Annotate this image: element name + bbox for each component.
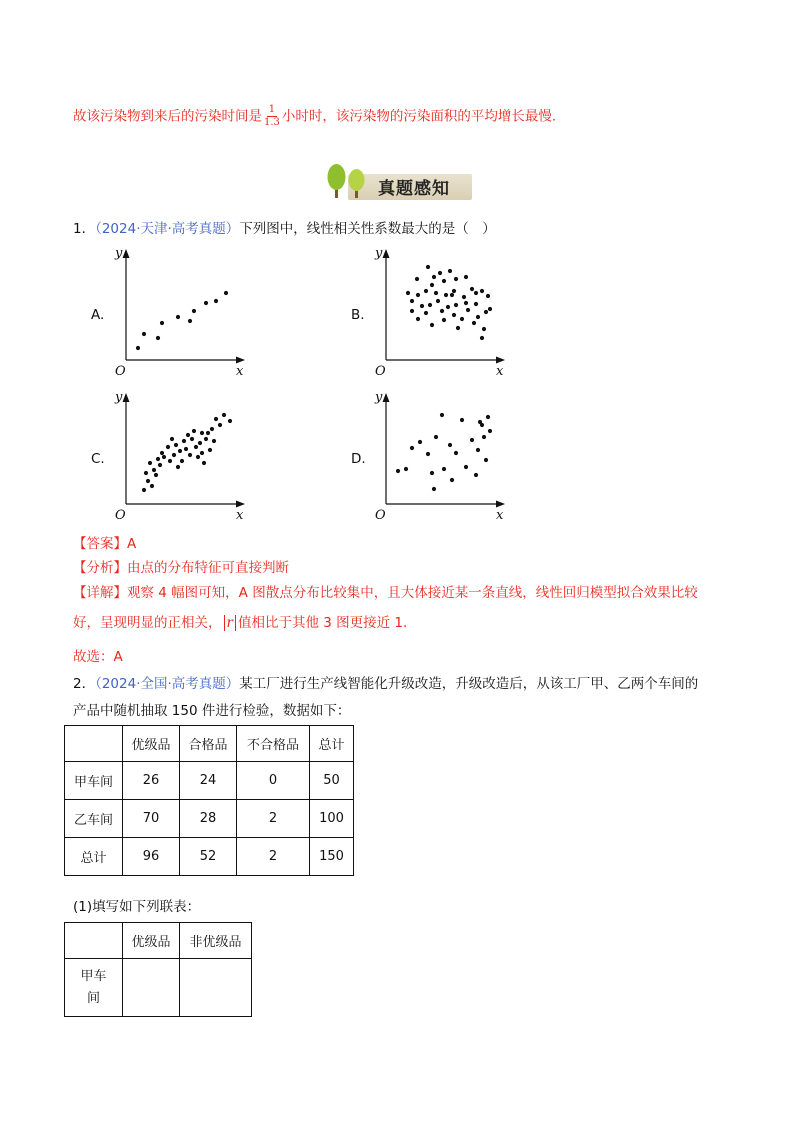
data-point [484, 310, 488, 314]
y-axis-arrow [383, 393, 390, 402]
scatter-plot-a [112, 240, 252, 380]
row-label-line: 甲车 [80, 968, 107, 984]
q1-detail-line1 [73, 583, 698, 603]
q1-detail-line2 [73, 613, 407, 633]
y-axis-label: y [115, 246, 123, 261]
data-point [424, 289, 428, 293]
data-point [442, 467, 446, 471]
answer-value: A [127, 536, 137, 552]
abs-r-symbol: r [224, 615, 236, 631]
x-axis-label: x [236, 364, 244, 379]
data-point [474, 473, 478, 477]
data-point [452, 313, 456, 317]
data-point [142, 332, 146, 336]
x-axis-arrow [496, 357, 505, 364]
table-cell: 52 [180, 838, 237, 876]
data-point [188, 453, 192, 457]
data-point [416, 293, 420, 297]
data-point [456, 326, 460, 330]
data-point [430, 283, 434, 287]
data-point [482, 435, 486, 439]
data-point [214, 417, 218, 421]
data-point [462, 295, 466, 299]
data-point [415, 277, 419, 281]
data-point [156, 336, 160, 340]
data-point [170, 437, 174, 441]
data-point [176, 465, 180, 469]
data-point [410, 309, 414, 313]
origin-label: O [115, 508, 126, 523]
table-cell: 100 [310, 800, 354, 838]
y-axis-arrow [123, 393, 130, 402]
data-point [196, 455, 200, 459]
data-point [218, 423, 222, 427]
table-header-cell [65, 726, 123, 762]
x-axis-arrow [236, 501, 245, 508]
data-point [208, 448, 212, 452]
table-cell: 24 [180, 762, 237, 800]
data-point [184, 447, 188, 451]
data-point [206, 431, 210, 435]
data-point [168, 459, 172, 463]
data-point [404, 467, 408, 471]
intro-after: 小时时，该污染物的污染面积的平均增长最慢. [281, 108, 557, 125]
contingency-table [64, 922, 252, 1017]
data-point [204, 301, 208, 305]
data-point [446, 305, 450, 309]
option-c-label: C. [91, 451, 105, 467]
x-axis-arrow [236, 357, 245, 364]
data-point [418, 440, 422, 444]
table-cell: 96 [123, 838, 180, 876]
table-cell: 2 [237, 800, 310, 838]
data-point [214, 299, 218, 303]
data-point [472, 321, 476, 325]
section-title: 真题感知 [378, 179, 450, 199]
q2-number: 2． [73, 676, 96, 692]
table-cell: 总计 [65, 838, 123, 876]
q2-question-1: 某工厂进行生产线智能化升级改造，升级改造后，从该工厂甲、乙两个车间的 [239, 676, 699, 692]
data-point [440, 413, 444, 417]
table-cell: 26 [123, 762, 180, 800]
detail-text-1: 观察 4 幅图可知，A 图散点分布比较集中，且大体接近某一条直线，线性回归模型拟合效果比较 [127, 585, 698, 601]
data-point [480, 289, 484, 293]
data-point [158, 463, 162, 467]
table-header-cell: 优级品 [123, 726, 180, 762]
table-row [65, 800, 354, 838]
data-point [172, 453, 176, 457]
detail-text-2a: 好，呈现明显的正相关， [73, 615, 222, 631]
data-point [148, 461, 152, 465]
x-axis-label: x [236, 508, 244, 523]
data-point [436, 299, 440, 303]
data-point [416, 317, 420, 321]
data-point [180, 459, 184, 463]
data-point [444, 293, 448, 297]
scatter-plot-b [372, 240, 512, 380]
data-point [454, 303, 458, 307]
data-point [198, 441, 202, 445]
table-header-cell: 非优级品 [180, 923, 252, 959]
data-point [432, 487, 436, 491]
data-point [452, 289, 456, 293]
data-point [146, 479, 150, 483]
data-point [474, 291, 478, 295]
detail-text-2b: 值相比于其他 3 图更接近 1. [237, 615, 408, 631]
tree-icon [322, 160, 372, 202]
data-point [200, 431, 204, 435]
table-cell: 乙车间 [65, 800, 123, 838]
data-point [420, 304, 424, 308]
intro-line [73, 104, 556, 129]
data-point [464, 465, 468, 469]
data-point [460, 418, 464, 422]
data-point [200, 451, 204, 455]
data-point [434, 291, 438, 295]
table-cell: 0 [237, 762, 310, 800]
data-point [156, 457, 160, 461]
data-point [464, 275, 468, 279]
x-axis-arrow [496, 501, 505, 508]
table-row [65, 838, 354, 876]
y-axis-label: y [115, 390, 123, 405]
data-table [64, 725, 354, 876]
data-point [166, 445, 170, 449]
data-point [486, 294, 490, 298]
table-row [65, 762, 354, 800]
data-point [450, 293, 454, 297]
q2-stem-line1 [73, 674, 698, 694]
data-point [466, 308, 470, 312]
data-point [152, 468, 156, 472]
data-point [440, 309, 444, 313]
analysis-text: 由点的分布特征可直接判断 [127, 560, 289, 576]
table-header-row [65, 923, 252, 959]
data-point [430, 323, 434, 327]
data-point [406, 291, 410, 295]
scatter-plot-c [112, 384, 252, 524]
data-point [460, 317, 464, 321]
table-header-cell: 不合格品 [237, 726, 310, 762]
data-point [410, 299, 414, 303]
data-point [160, 321, 164, 325]
data-point [470, 438, 474, 442]
table-cell-empty[interactable] [123, 959, 180, 1017]
data-point [194, 445, 198, 449]
data-point [154, 473, 158, 477]
data-point [192, 429, 196, 433]
row-label-line: 间 [86, 990, 100, 1006]
y-axis-label: y [375, 390, 383, 405]
data-point [480, 336, 484, 340]
data-point [186, 433, 190, 437]
data-point [428, 303, 432, 307]
data-point [464, 301, 468, 305]
y-axis-arrow [123, 249, 130, 258]
table-cell: 2 [237, 838, 310, 876]
data-point [188, 319, 192, 323]
q2-source: （2024·全国·高考真题） [95, 676, 240, 692]
q1-analysis [73, 558, 289, 578]
data-point [484, 458, 488, 462]
data-point [136, 346, 140, 350]
data-point [212, 439, 216, 443]
data-point [150, 484, 154, 488]
q1-stem [73, 219, 496, 239]
data-point [426, 265, 430, 269]
q2-part1: (1)填写如下列联表： [73, 899, 201, 915]
origin-label: O [375, 364, 386, 379]
section-badge [322, 160, 474, 204]
table-cell-empty[interactable] [180, 959, 252, 1017]
data-point [190, 437, 194, 441]
table-row-label [65, 959, 123, 1017]
option-a-label: A. [91, 307, 105, 323]
data-point [476, 448, 480, 452]
table-cell: 150 [310, 838, 354, 876]
q1-question: 下列图中，线性相关性系数最大的是（ ） [239, 221, 496, 237]
option-b-label: B. [351, 307, 365, 323]
data-point [482, 327, 486, 331]
table-header-cell: 总计 [310, 726, 354, 762]
q1-number: 1． [73, 221, 96, 237]
data-point [488, 307, 492, 311]
data-point [174, 443, 178, 447]
data-point [396, 469, 400, 473]
table-header-cell: 优级品 [123, 923, 180, 959]
data-point [438, 271, 442, 275]
origin-label: O [115, 364, 126, 379]
data-point [202, 461, 206, 465]
data-point [162, 455, 166, 459]
origin-label: O [375, 508, 386, 523]
q1-conclusion: 故选：A [73, 649, 123, 665]
data-point [182, 439, 186, 443]
data-point [178, 449, 182, 453]
x-axis-label: x [496, 508, 504, 523]
fraction-numerator: 1 [268, 104, 276, 115]
data-point [204, 437, 208, 441]
data-point [470, 287, 474, 291]
data-point [486, 415, 490, 419]
table-header-cell [65, 923, 123, 959]
detail-tag: 【详解】 [73, 585, 127, 601]
analysis-tag: 【分析】 [73, 560, 127, 576]
x-axis-label: x [496, 364, 504, 379]
data-point [430, 471, 434, 475]
data-point [454, 451, 458, 455]
data-point [222, 413, 226, 417]
intro-before: 故该污染物到来后的污染时间是 [73, 108, 262, 125]
table-cell: 28 [180, 800, 237, 838]
answer-tag: 【答案】 [73, 536, 127, 552]
q1-answer [73, 534, 136, 554]
data-point [228, 419, 232, 423]
data-point [442, 279, 446, 283]
data-point [454, 277, 458, 281]
data-point [224, 291, 228, 295]
table-row [65, 959, 252, 1017]
data-point [474, 302, 478, 306]
y-axis-arrow [383, 249, 390, 258]
data-point [424, 311, 428, 315]
y-axis-label: y [375, 246, 383, 261]
data-point [448, 269, 452, 273]
data-point [160, 451, 164, 455]
fraction-denominator: 1.3 [264, 117, 280, 128]
table-header-cell: 合格品 [180, 726, 237, 762]
data-point [448, 443, 452, 447]
data-point [432, 275, 436, 279]
q2-stem-line2: 产品中随机抽取 150 件进行检验，数据如下： [73, 703, 351, 719]
table-cell: 50 [310, 762, 354, 800]
scatter-plot-d [372, 384, 512, 524]
data-point [450, 478, 454, 482]
table-header-row [65, 726, 354, 762]
data-point [442, 318, 446, 322]
data-point [210, 427, 214, 431]
table-cell: 甲车间 [65, 762, 123, 800]
data-point [144, 471, 148, 475]
data-point [410, 446, 414, 450]
option-d-label: D. [351, 451, 366, 467]
fraction [264, 104, 280, 129]
data-point [176, 315, 180, 319]
data-point [476, 315, 480, 319]
data-point [426, 452, 430, 456]
data-point [142, 488, 146, 492]
q1-source: （2024·天津·高考真题） [95, 221, 240, 237]
data-point [434, 435, 438, 439]
table-cell: 70 [123, 800, 180, 838]
data-point [488, 429, 492, 433]
data-point [192, 309, 196, 313]
data-point [478, 420, 482, 424]
